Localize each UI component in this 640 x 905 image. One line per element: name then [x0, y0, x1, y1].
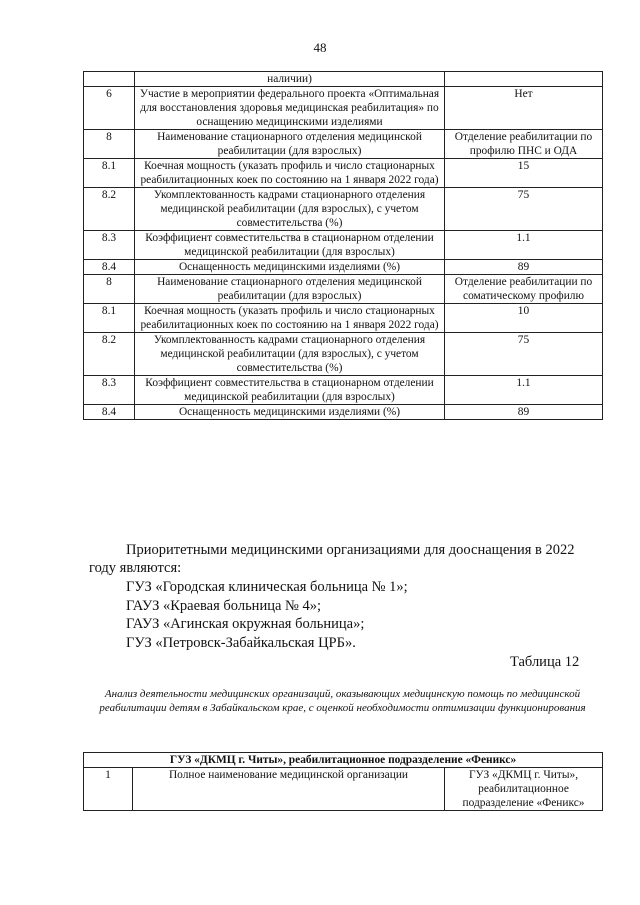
row-number: 8.3 [84, 376, 135, 405]
priority-org-item: ГУЗ «Городская клиническая больница № 1»; [126, 579, 408, 595]
row-number: 8.4 [84, 405, 135, 420]
row-number: 6 [84, 87, 135, 130]
row-parameter: Укомплектованность кадрами стационарного отделения медицинской реабилитации (для взрослых), с учетом совместительства (%) [135, 333, 445, 376]
priority-intro-line1: Приоритетными медицинскими организациями для дооснащения в 2022 [126, 542, 575, 558]
row-value: 15 [445, 159, 603, 188]
row-number: 8.1 [84, 159, 135, 188]
table-row [84, 333, 603, 376]
row-number: 8.3 [84, 231, 135, 260]
row-parameter: Укомплектованность кадрами стационарного отделения медицинской реабилитации (для взрослых), с учетом совместительства (%) [135, 188, 445, 231]
table-caption: Анализ деятельности медицинских организаций, оказывающих медицинскую помощь по медицинской реабилитации детям в Забайкальском крае, с оценкой необходимости оптимизации функционирования [99, 688, 586, 714]
row-parameter: Наименование стационарного отделения медицинской реабилитации (для взрослых) [135, 130, 445, 159]
row-parameter: Коечная мощность (указать профиль и число стационарных реабилитационных коек по состоянию на 1 января 2022 года) [135, 304, 445, 333]
table-row [84, 768, 603, 811]
row-parameter: наличии) [135, 72, 445, 87]
row-value: Отделение реабилитации по профилю ПНС и ОДА [445, 130, 603, 159]
table-row [84, 130, 603, 159]
row-value: 75 [445, 333, 603, 376]
table-row [84, 275, 603, 304]
row-parameter: Коэффициент совместительства в стационарном отделении медицинской реабилитации (для взрослых) [135, 376, 445, 405]
row-parameter: Участие в мероприятии федерального проекта «Оптимальная для восстановления здоровья медицинская реабилитация» по оснащению медицинскими изделиями [135, 87, 445, 130]
row-value: 1.1 [445, 231, 603, 260]
row-value: 89 [445, 405, 603, 420]
table-row [84, 304, 603, 333]
row-value: Отделение реабилитации по соматическому профилю [445, 275, 603, 304]
row-value: ГУЗ «ДКМЦ г. Читы», реабилитационное подразделение «Феникс» [445, 768, 603, 811]
table-row [84, 405, 603, 420]
table-header-row [84, 753, 603, 768]
row-value: 1.1 [445, 376, 603, 405]
table-row [84, 188, 603, 231]
table-row [84, 159, 603, 188]
priority-intro-line2: году являются: [89, 560, 182, 576]
row-parameter: Полное наименование медицинской организации [133, 768, 445, 811]
row-parameter: Наименование стационарного отделения медицинской реабилитации (для взрослых) [135, 275, 445, 304]
row-value: 75 [445, 188, 603, 231]
row-number [84, 72, 135, 87]
children-rehab-table [83, 752, 603, 811]
row-number: 8.2 [84, 188, 135, 231]
table-row [84, 87, 603, 130]
row-value [445, 72, 603, 87]
table-row [84, 72, 603, 87]
priority-org-item: ГУЗ «Петровск-Забайкальская ЦРБ». [126, 635, 356, 651]
row-number: 8.1 [84, 304, 135, 333]
row-parameter: Оснащенность медицинскими изделиями (%) [135, 405, 445, 420]
rehab-capacity-table [83, 71, 603, 420]
row-number: 8.4 [84, 260, 135, 275]
row-parameter: Коечная мощность (указать профиль и число стационарных реабилитационных коек по состоянию на 1 января 2022 года) [135, 159, 445, 188]
row-parameter: Коэффициент совместительства в стационарном отделении медицинской реабилитации (для взрослых) [135, 231, 445, 260]
row-number: 1 [84, 768, 133, 811]
table-row [84, 231, 603, 260]
organization-header: ГУЗ «ДКМЦ г. Читы», реабилитационное подразделение «Феникс» [84, 753, 603, 768]
priority-org-item: ГАУЗ «Краевая больница № 4»; [126, 598, 322, 614]
table-label: Таблица 12 [510, 654, 580, 670]
table-row [84, 376, 603, 405]
row-parameter: Оснащенность медицинскими изделиями (%) [135, 260, 445, 275]
row-number: 8 [84, 275, 135, 304]
priority-org-item: ГАУЗ «Агинская окружная больница»; [126, 616, 365, 632]
row-number: 8 [84, 130, 135, 159]
row-value: 89 [445, 260, 603, 275]
table-row [84, 260, 603, 275]
row-number: 8.2 [84, 333, 135, 376]
row-value: 10 [445, 304, 603, 333]
row-value: Нет [445, 87, 603, 130]
page-number: 48 [313, 40, 327, 55]
